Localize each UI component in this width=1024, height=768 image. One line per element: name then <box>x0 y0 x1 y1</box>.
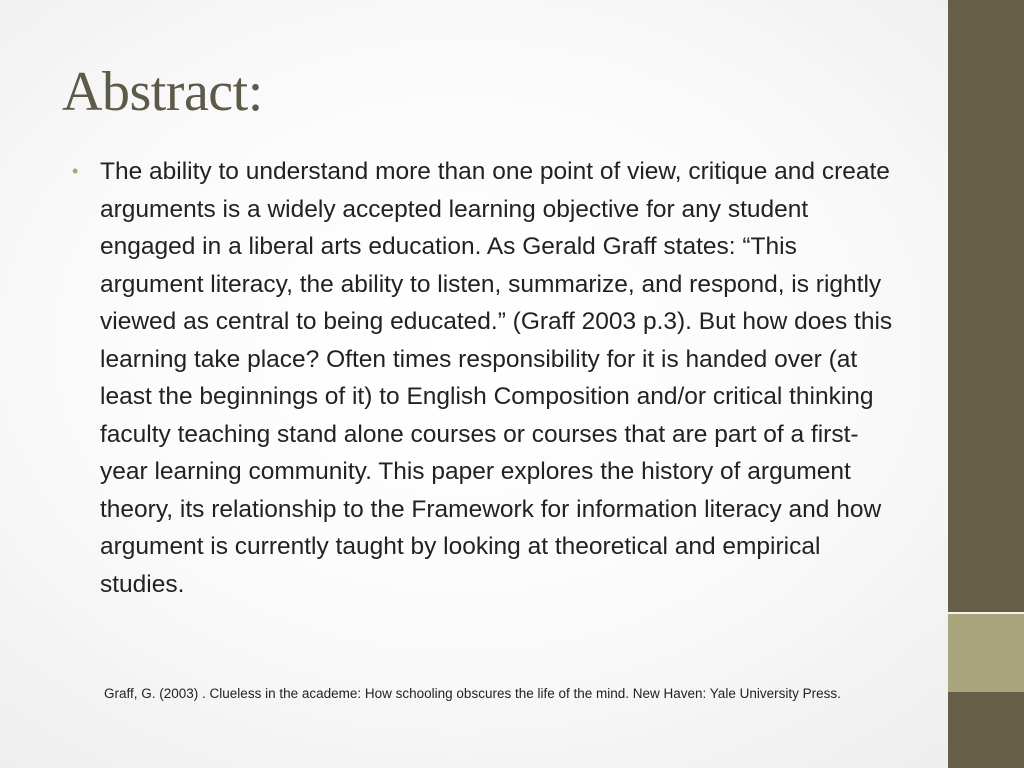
slide-title: Abstract: <box>62 61 263 123</box>
side-band-top <box>948 0 1024 614</box>
side-band-bottom <box>948 692 1024 768</box>
reference-citation: Graff, G. (2003) . Clueless in the academe: How schooling obscures the life of the mind. New Haven: Yale University Press. <box>104 686 841 701</box>
side-band-accent <box>948 614 1024 692</box>
side-decoration-panel <box>948 0 1024 768</box>
abstract-paragraph: The ability to understand more than one point of view, critique and create arguments is a widely accepted learning objective for any student engaged in a liberal arts education. As Gerald Graff states: “This argument literacy, the ability to listen, summarize, and respond, is rightly viewed as central to being educated.” (Graff 2003 p.3). But how does this learning take place? Often times responsibility for it is handed over (at least the beginnings of it) to English Composition and/or critical thinking faculty teaching stand alone courses or courses that are part of a first-year learning community. This paper explores the history of argument theory, its relationship to the Framework for information literacy and how argument is currently taught by looking at theoretical and empirical studies. <box>100 158 893 598</box>
body-bullet <box>72 153 900 603</box>
bullet-icon: • <box>72 161 79 181</box>
